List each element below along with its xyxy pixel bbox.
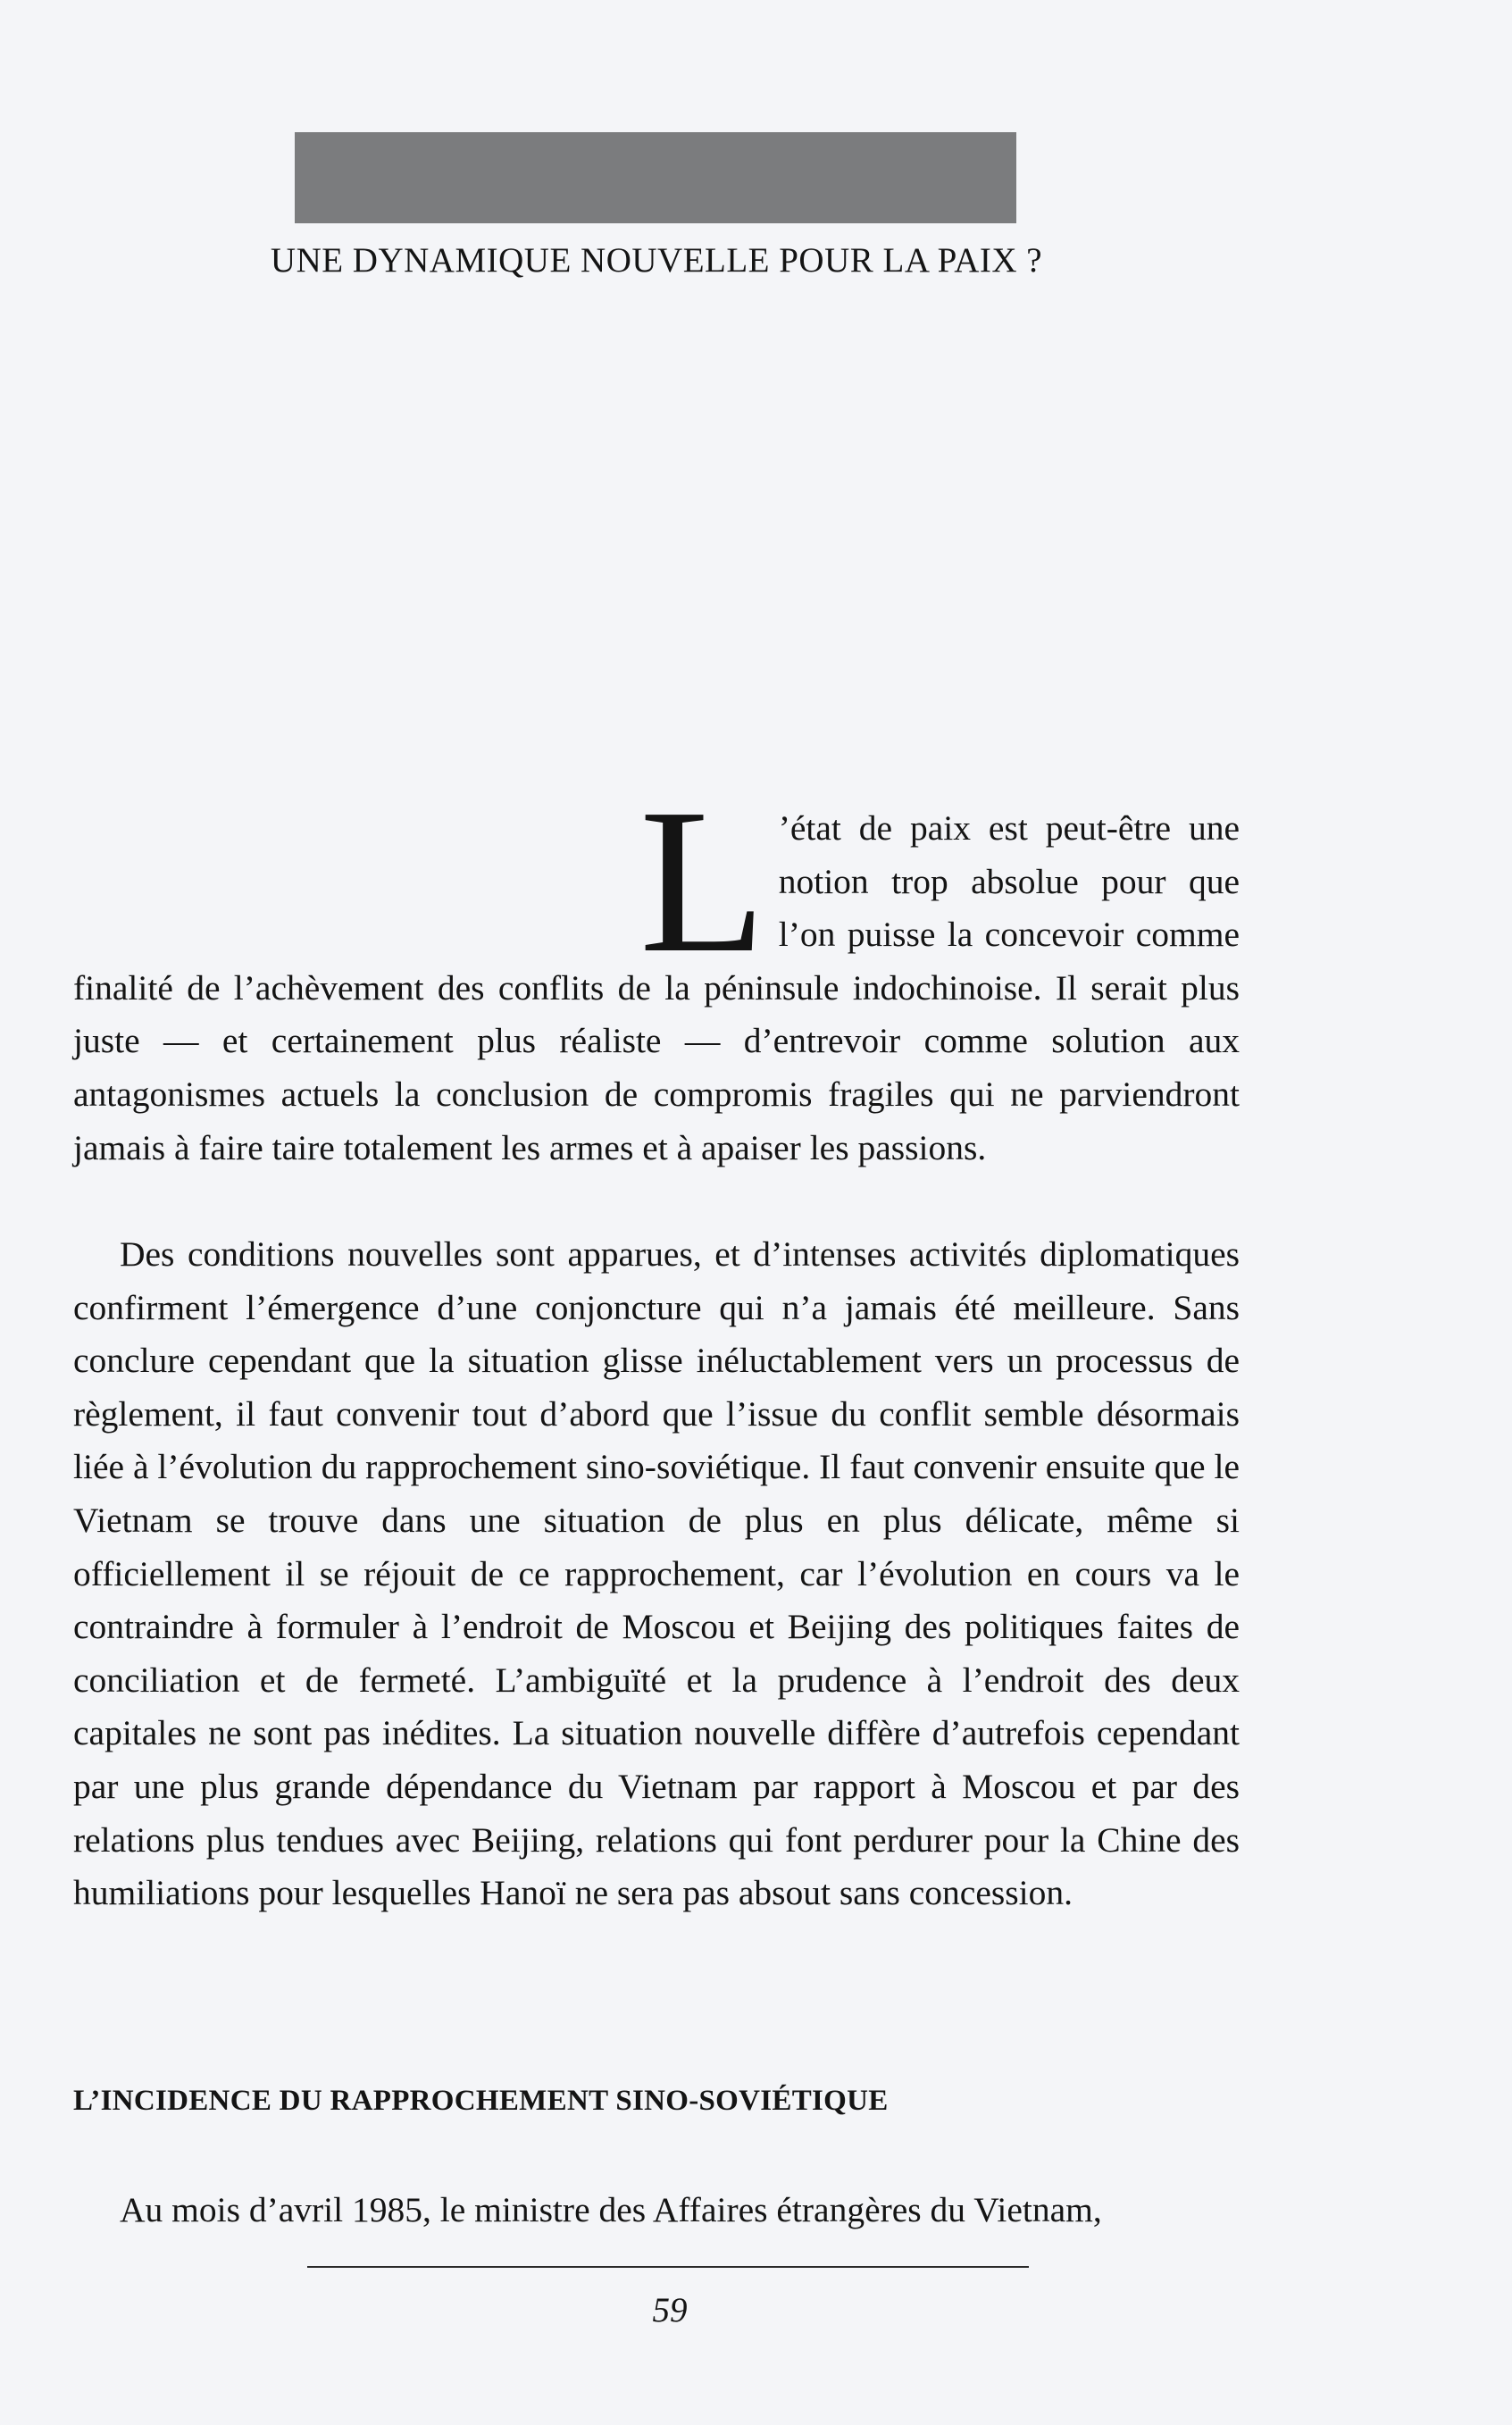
footer-divider (307, 2266, 1029, 2268)
body-paragraph: Des conditions nouvelles sont apparues, et d’intenses activités diplomatiques confirment l’émergence d’une conjoncture qui n’a jamais été meilleure. Sans conclure cependant que la situation glisse inéluctablement vers un processus de règlement, il faut convenir tout d’abord que l’issue du conflit semble désormais liée à l’évolution du rapprochement sino-soviétique. Il faut convenir ensuite que le Vietnam se trouve dans une situation de plus en plus délicate, même si officiellement il se réjouit de ce rapprochement, car l’évolution en cours va le contraindre à formuler à l’endroit de Moscou et Beijing des politiques faites de conciliation et de fermeté. L’ambiguïté et la prudence à l’endroit des deux capitales ne sont pas inédites. La situation nouvelle diffère d’autrefois cependant par une plus grande dépendance du Vietnam par rapport à Moscou et par des relations plus tendues avec Beijing, relations qui font perdurer pour la Chine des humiliations pour lesquelles Hanoï ne sera pas absout sans concession. (73, 1234, 1240, 1913)
page-number: 59 (652, 2291, 688, 2329)
chapter-header-bar (295, 132, 1016, 223)
opening-paragraph (73, 766, 1240, 1175)
section-heading: L’INCIDENCE DU RAPPROCHEMENT SINO-SOVIÉTIQUE (73, 2085, 889, 2117)
opening-paragraph-text: ’état de paix est peut-être une notion trop absolue pour que l’on puisse la concevoir comme finalité de l’achèvement des conflits de la péninsule indochinoise. Il serait plus juste — et certainement plus réaliste — d’entrevoir comme solution aux antagonismes actuels la conclusion de compromis fragiles qui ne parviendront jamais à faire taire totalement les armes et à apaiser les passions. (73, 808, 1240, 1167)
section-paragraph: Au mois d’avril 1985, le ministre des Affaires étrangères du Vietnam, (120, 2190, 1102, 2229)
drop-cap: L (639, 766, 766, 996)
chapter-title: UNE DYNAMIQUE NOUVELLE POUR LA PAIX ? (270, 241, 1043, 280)
